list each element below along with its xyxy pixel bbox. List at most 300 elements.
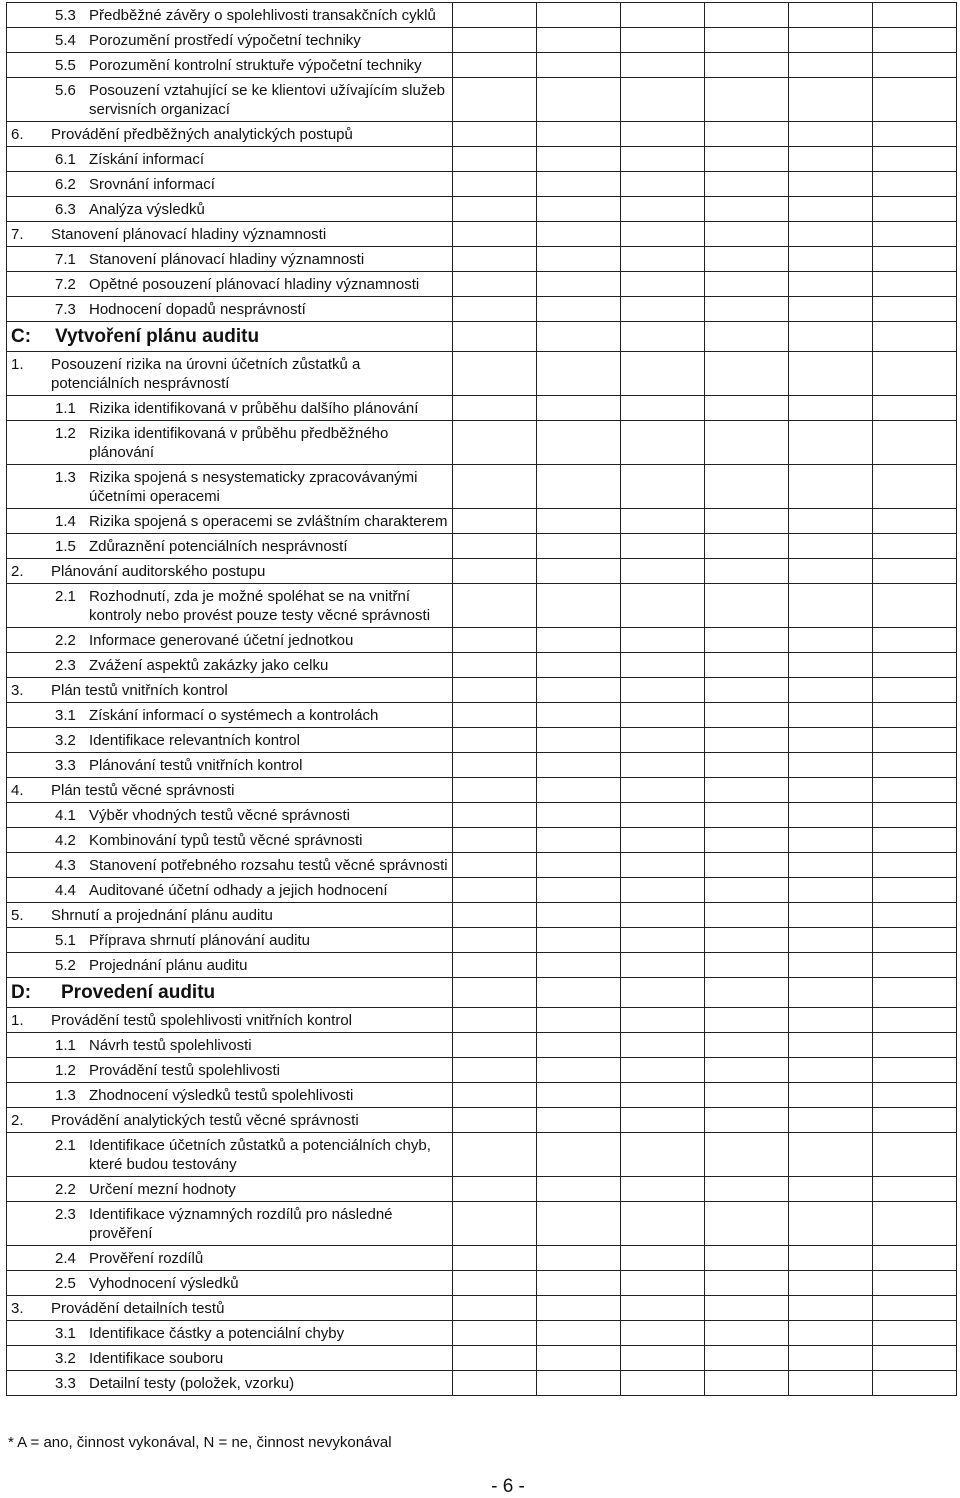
answer-cell[interactable] (621, 297, 705, 322)
answer-cell[interactable] (621, 953, 705, 978)
answer-cell[interactable] (705, 534, 789, 559)
answer-cell[interactable] (789, 272, 873, 297)
answer-cell[interactable] (705, 1296, 789, 1321)
answer-cell[interactable] (789, 803, 873, 828)
answer-cell[interactable] (621, 628, 705, 653)
answer-cell[interactable] (453, 1033, 537, 1058)
answer-cell[interactable] (705, 978, 789, 1008)
answer-cell[interactable] (453, 928, 537, 953)
answer-cell[interactable] (453, 1346, 537, 1371)
answer-cell[interactable] (789, 1271, 873, 1296)
answer-cell[interactable] (537, 978, 621, 1008)
answer-cell[interactable] (621, 1033, 705, 1058)
answer-cell[interactable] (705, 1133, 789, 1177)
answer-cell[interactable] (621, 1321, 705, 1346)
answer-cell[interactable] (705, 272, 789, 297)
answer-cell[interactable] (873, 1271, 957, 1296)
answer-cell[interactable] (705, 1321, 789, 1346)
answer-cell[interactable] (453, 147, 537, 172)
answer-cell[interactable] (789, 1083, 873, 1108)
answer-cell[interactable] (621, 1008, 705, 1033)
answer-cell[interactable] (621, 584, 705, 628)
answer-cell[interactable] (789, 297, 873, 322)
answer-cell[interactable] (873, 928, 957, 953)
answer-cell[interactable] (621, 1346, 705, 1371)
answer-cell[interactable] (453, 396, 537, 421)
answer-cell[interactable] (873, 953, 957, 978)
answer-cell[interactable] (789, 1133, 873, 1177)
answer-cell[interactable] (453, 421, 537, 465)
answer-cell[interactable] (873, 465, 957, 509)
answer-cell[interactable] (537, 53, 621, 78)
answer-cell[interactable] (873, 828, 957, 853)
answer-cell[interactable] (453, 778, 537, 803)
answer-cell[interactable] (453, 509, 537, 534)
answer-cell[interactable] (453, 352, 537, 396)
answer-cell[interactable] (873, 803, 957, 828)
answer-cell[interactable] (789, 147, 873, 172)
answer-cell[interactable] (789, 197, 873, 222)
answer-cell[interactable] (537, 828, 621, 853)
answer-cell[interactable] (705, 753, 789, 778)
answer-cell[interactable] (705, 1371, 789, 1396)
answer-cell[interactable] (705, 352, 789, 396)
answer-cell[interactable] (621, 1133, 705, 1177)
answer-cell[interactable] (705, 1202, 789, 1246)
answer-cell[interactable] (873, 1108, 957, 1133)
answer-cell[interactable] (453, 534, 537, 559)
answer-cell[interactable] (453, 1296, 537, 1321)
answer-cell[interactable] (873, 1177, 957, 1202)
answer-cell[interactable] (453, 678, 537, 703)
answer-cell[interactable] (453, 247, 537, 272)
answer-cell[interactable] (873, 678, 957, 703)
answer-cell[interactable] (873, 978, 957, 1008)
answer-cell[interactable] (873, 1346, 957, 1371)
answer-cell[interactable] (537, 222, 621, 247)
answer-cell[interactable] (621, 421, 705, 465)
answer-cell[interactable] (789, 903, 873, 928)
answer-cell[interactable] (453, 1108, 537, 1133)
answer-cell[interactable] (537, 297, 621, 322)
answer-cell[interactable] (705, 147, 789, 172)
answer-cell[interactable] (621, 903, 705, 928)
answer-cell[interactable] (453, 628, 537, 653)
answer-cell[interactable] (537, 1321, 621, 1346)
answer-cell[interactable] (453, 78, 537, 122)
answer-cell[interactable] (453, 322, 537, 352)
answer-cell[interactable] (621, 753, 705, 778)
answer-cell[interactable] (873, 322, 957, 352)
answer-cell[interactable] (537, 753, 621, 778)
answer-cell[interactable] (537, 953, 621, 978)
answer-cell[interactable] (621, 78, 705, 122)
answer-cell[interactable] (537, 509, 621, 534)
answer-cell[interactable] (453, 653, 537, 678)
answer-cell[interactable] (621, 534, 705, 559)
answer-cell[interactable] (453, 3, 537, 28)
answer-cell[interactable] (873, 1008, 957, 1033)
answer-cell[interactable] (705, 653, 789, 678)
answer-cell[interactable] (873, 1083, 957, 1108)
answer-cell[interactable] (789, 1202, 873, 1246)
answer-cell[interactable] (621, 28, 705, 53)
answer-cell[interactable] (537, 3, 621, 28)
answer-cell[interactable] (537, 1202, 621, 1246)
answer-cell[interactable] (621, 222, 705, 247)
answer-cell[interactable] (705, 903, 789, 928)
answer-cell[interactable] (453, 1008, 537, 1033)
answer-cell[interactable] (873, 778, 957, 803)
answer-cell[interactable] (621, 853, 705, 878)
answer-cell[interactable] (537, 247, 621, 272)
answer-cell[interactable] (537, 1108, 621, 1133)
answer-cell[interactable] (453, 728, 537, 753)
answer-cell[interactable] (789, 1177, 873, 1202)
answer-cell[interactable] (705, 1271, 789, 1296)
answer-cell[interactable] (705, 53, 789, 78)
answer-cell[interactable] (537, 1083, 621, 1108)
answer-cell[interactable] (621, 53, 705, 78)
answer-cell[interactable] (873, 172, 957, 197)
answer-cell[interactable] (705, 1083, 789, 1108)
answer-cell[interactable] (453, 703, 537, 728)
answer-cell[interactable] (705, 1177, 789, 1202)
answer-cell[interactable] (705, 396, 789, 421)
answer-cell[interactable] (873, 753, 957, 778)
answer-cell[interactable] (621, 1108, 705, 1133)
answer-cell[interactable] (621, 978, 705, 1008)
answer-cell[interactable] (873, 421, 957, 465)
answer-cell[interactable] (873, 3, 957, 28)
answer-cell[interactable] (873, 352, 957, 396)
answer-cell[interactable] (537, 1371, 621, 1396)
answer-cell[interactable] (705, 1008, 789, 1033)
answer-cell[interactable] (705, 465, 789, 509)
answer-cell[interactable] (705, 678, 789, 703)
answer-cell[interactable] (705, 928, 789, 953)
answer-cell[interactable] (705, 828, 789, 853)
answer-cell[interactable] (453, 803, 537, 828)
answer-cell[interactable] (621, 1371, 705, 1396)
answer-cell[interactable] (621, 147, 705, 172)
answer-cell[interactable] (789, 628, 873, 653)
answer-cell[interactable] (453, 1177, 537, 1202)
answer-cell[interactable] (789, 122, 873, 147)
answer-cell[interactable] (789, 559, 873, 584)
answer-cell[interactable] (873, 728, 957, 753)
answer-cell[interactable] (873, 122, 957, 147)
answer-cell[interactable] (537, 728, 621, 753)
answer-cell[interactable] (453, 1371, 537, 1396)
answer-cell[interactable] (621, 3, 705, 28)
answer-cell[interactable] (873, 1202, 957, 1246)
answer-cell[interactable] (537, 1008, 621, 1033)
answer-cell[interactable] (705, 559, 789, 584)
answer-cell[interactable] (453, 1246, 537, 1271)
answer-cell[interactable] (537, 853, 621, 878)
answer-cell[interactable] (537, 1177, 621, 1202)
answer-cell[interactable] (789, 352, 873, 396)
answer-cell[interactable] (789, 728, 873, 753)
answer-cell[interactable] (705, 728, 789, 753)
answer-cell[interactable] (537, 903, 621, 928)
answer-cell[interactable] (873, 628, 957, 653)
answer-cell[interactable] (705, 28, 789, 53)
answer-cell[interactable] (789, 853, 873, 878)
answer-cell[interactable] (873, 903, 957, 928)
answer-cell[interactable] (873, 1371, 957, 1396)
answer-cell[interactable] (789, 1008, 873, 1033)
answer-cell[interactable] (453, 584, 537, 628)
answer-cell[interactable] (705, 421, 789, 465)
answer-cell[interactable] (705, 628, 789, 653)
answer-cell[interactable] (621, 1246, 705, 1271)
answer-cell[interactable] (621, 1083, 705, 1108)
answer-cell[interactable] (537, 396, 621, 421)
answer-cell[interactable] (873, 78, 957, 122)
answer-cell[interactable] (789, 78, 873, 122)
answer-cell[interactable] (537, 653, 621, 678)
answer-cell[interactable] (873, 297, 957, 322)
answer-cell[interactable] (537, 1271, 621, 1296)
answer-cell[interactable] (789, 1296, 873, 1321)
answer-cell[interactable] (621, 828, 705, 853)
answer-cell[interactable] (789, 953, 873, 978)
answer-cell[interactable] (453, 978, 537, 1008)
answer-cell[interactable] (873, 28, 957, 53)
answer-cell[interactable] (873, 1033, 957, 1058)
answer-cell[interactable] (537, 322, 621, 352)
answer-cell[interactable] (705, 222, 789, 247)
answer-cell[interactable] (537, 1296, 621, 1321)
answer-cell[interactable] (621, 1058, 705, 1083)
answer-cell[interactable] (453, 878, 537, 903)
answer-cell[interactable] (873, 272, 957, 297)
answer-cell[interactable] (705, 197, 789, 222)
answer-cell[interactable] (621, 509, 705, 534)
answer-cell[interactable] (537, 1346, 621, 1371)
answer-cell[interactable] (537, 803, 621, 828)
answer-cell[interactable] (537, 147, 621, 172)
answer-cell[interactable] (789, 1371, 873, 1396)
answer-cell[interactable] (873, 534, 957, 559)
answer-cell[interactable] (537, 584, 621, 628)
answer-cell[interactable] (453, 559, 537, 584)
answer-cell[interactable] (789, 28, 873, 53)
answer-cell[interactable] (789, 421, 873, 465)
answer-cell[interactable] (621, 465, 705, 509)
answer-cell[interactable] (537, 1133, 621, 1177)
answer-cell[interactable] (873, 653, 957, 678)
answer-cell[interactable] (705, 247, 789, 272)
answer-cell[interactable] (789, 534, 873, 559)
answer-cell[interactable] (537, 172, 621, 197)
answer-cell[interactable] (621, 122, 705, 147)
answer-cell[interactable] (453, 1058, 537, 1083)
answer-cell[interactable] (621, 703, 705, 728)
answer-cell[interactable] (537, 1058, 621, 1083)
answer-cell[interactable] (873, 559, 957, 584)
answer-cell[interactable] (621, 172, 705, 197)
answer-cell[interactable] (789, 396, 873, 421)
answer-cell[interactable] (873, 1321, 957, 1346)
answer-cell[interactable] (453, 903, 537, 928)
answer-cell[interactable] (621, 803, 705, 828)
answer-cell[interactable] (789, 1033, 873, 1058)
answer-cell[interactable] (453, 753, 537, 778)
answer-cell[interactable] (453, 272, 537, 297)
answer-cell[interactable] (789, 828, 873, 853)
answer-cell[interactable] (453, 1202, 537, 1246)
answer-cell[interactable] (789, 978, 873, 1008)
answer-cell[interactable] (789, 703, 873, 728)
answer-cell[interactable] (873, 197, 957, 222)
answer-cell[interactable] (537, 197, 621, 222)
answer-cell[interactable] (621, 728, 705, 753)
answer-cell[interactable] (873, 147, 957, 172)
answer-cell[interactable] (705, 1246, 789, 1271)
answer-cell[interactable] (537, 465, 621, 509)
answer-cell[interactable] (537, 534, 621, 559)
answer-cell[interactable] (453, 222, 537, 247)
answer-cell[interactable] (453, 828, 537, 853)
answer-cell[interactable] (453, 1321, 537, 1346)
answer-cell[interactable] (705, 172, 789, 197)
answer-cell[interactable] (705, 1058, 789, 1083)
answer-cell[interactable] (537, 928, 621, 953)
answer-cell[interactable] (537, 559, 621, 584)
answer-cell[interactable] (537, 122, 621, 147)
answer-cell[interactable] (789, 778, 873, 803)
answer-cell[interactable] (621, 272, 705, 297)
answer-cell[interactable] (537, 352, 621, 396)
answer-cell[interactable] (621, 1271, 705, 1296)
answer-cell[interactable] (453, 1133, 537, 1177)
answer-cell[interactable] (789, 584, 873, 628)
answer-cell[interactable] (789, 678, 873, 703)
answer-cell[interactable] (789, 222, 873, 247)
answer-cell[interactable] (537, 1246, 621, 1271)
answer-cell[interactable] (789, 53, 873, 78)
answer-cell[interactable] (789, 247, 873, 272)
answer-cell[interactable] (621, 653, 705, 678)
answer-cell[interactable] (873, 878, 957, 903)
answer-cell[interactable] (621, 322, 705, 352)
answer-cell[interactable] (789, 1346, 873, 1371)
answer-cell[interactable] (537, 778, 621, 803)
answer-cell[interactable] (873, 584, 957, 628)
answer-cell[interactable] (789, 1058, 873, 1083)
answer-cell[interactable] (789, 1321, 873, 1346)
answer-cell[interactable] (537, 272, 621, 297)
answer-cell[interactable] (705, 878, 789, 903)
answer-cell[interactable] (537, 703, 621, 728)
answer-cell[interactable] (873, 1133, 957, 1177)
answer-cell[interactable] (621, 928, 705, 953)
answer-cell[interactable] (621, 1202, 705, 1246)
answer-cell[interactable] (705, 778, 789, 803)
answer-cell[interactable] (537, 878, 621, 903)
answer-cell[interactable] (705, 803, 789, 828)
answer-cell[interactable] (873, 1296, 957, 1321)
answer-cell[interactable] (789, 509, 873, 534)
answer-cell[interactable] (537, 28, 621, 53)
answer-cell[interactable] (789, 928, 873, 953)
answer-cell[interactable] (453, 953, 537, 978)
answer-cell[interactable] (873, 222, 957, 247)
answer-cell[interactable] (705, 1108, 789, 1133)
answer-cell[interactable] (621, 396, 705, 421)
answer-cell[interactable] (705, 78, 789, 122)
answer-cell[interactable] (621, 247, 705, 272)
answer-cell[interactable] (789, 753, 873, 778)
answer-cell[interactable] (453, 53, 537, 78)
answer-cell[interactable] (873, 703, 957, 728)
answer-cell[interactable] (453, 28, 537, 53)
answer-cell[interactable] (537, 78, 621, 122)
answer-cell[interactable] (621, 878, 705, 903)
answer-cell[interactable] (705, 703, 789, 728)
answer-cell[interactable] (789, 322, 873, 352)
answer-cell[interactable] (873, 509, 957, 534)
answer-cell[interactable] (705, 122, 789, 147)
answer-cell[interactable] (705, 297, 789, 322)
answer-cell[interactable] (621, 559, 705, 584)
answer-cell[interactable] (873, 853, 957, 878)
answer-cell[interactable] (621, 778, 705, 803)
answer-cell[interactable] (453, 853, 537, 878)
answer-cell[interactable] (873, 1246, 957, 1271)
answer-cell[interactable] (789, 1108, 873, 1133)
answer-cell[interactable] (621, 1296, 705, 1321)
answer-cell[interactable] (621, 197, 705, 222)
answer-cell[interactable] (705, 3, 789, 28)
answer-cell[interactable] (789, 1246, 873, 1271)
answer-cell[interactable] (705, 953, 789, 978)
answer-cell[interactable] (705, 853, 789, 878)
answer-cell[interactable] (789, 172, 873, 197)
answer-cell[interactable] (537, 678, 621, 703)
answer-cell[interactable] (873, 1058, 957, 1083)
answer-cell[interactable] (873, 53, 957, 78)
answer-cell[interactable] (453, 1271, 537, 1296)
answer-cell[interactable] (621, 678, 705, 703)
answer-cell[interactable] (537, 628, 621, 653)
answer-cell[interactable] (789, 878, 873, 903)
answer-cell[interactable] (789, 653, 873, 678)
answer-cell[interactable] (537, 1033, 621, 1058)
answer-cell[interactable] (705, 584, 789, 628)
answer-cell[interactable] (873, 247, 957, 272)
answer-cell[interactable] (453, 465, 537, 509)
answer-cell[interactable] (453, 197, 537, 222)
answer-cell[interactable] (705, 1033, 789, 1058)
answer-cell[interactable] (705, 1346, 789, 1371)
answer-cell[interactable] (621, 1177, 705, 1202)
answer-cell[interactable] (453, 122, 537, 147)
answer-cell[interactable] (453, 297, 537, 322)
answer-cell[interactable] (705, 322, 789, 352)
answer-cell[interactable] (789, 465, 873, 509)
answer-cell[interactable] (873, 396, 957, 421)
answer-cell[interactable] (453, 172, 537, 197)
answer-cell[interactable] (789, 3, 873, 28)
answer-cell[interactable] (705, 509, 789, 534)
answer-cell[interactable] (537, 421, 621, 465)
answer-cell[interactable] (621, 352, 705, 396)
answer-cell[interactable] (453, 1083, 537, 1108)
